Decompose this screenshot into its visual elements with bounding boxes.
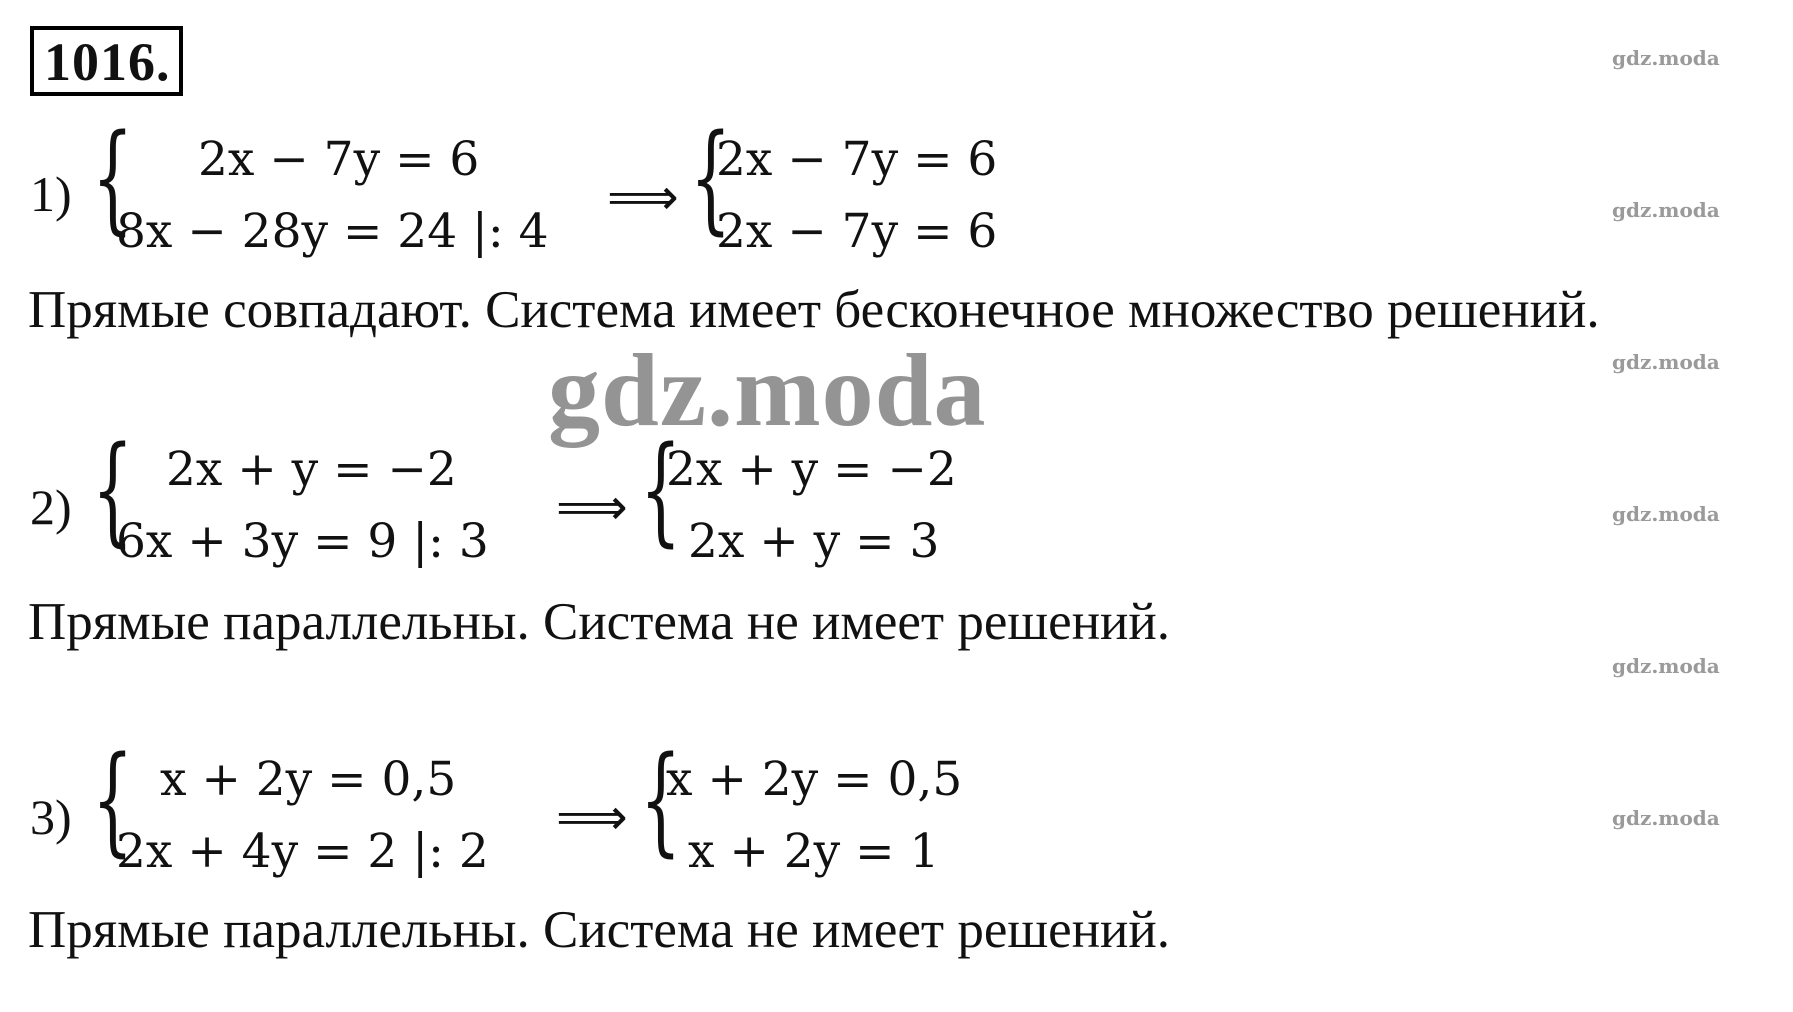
equation: 2x + y = 3	[688, 514, 940, 569]
system-brace: {	[690, 108, 732, 246]
system-brace: {	[92, 420, 134, 558]
equation: 2x + y = −2	[166, 442, 457, 497]
watermark-small: gdz.moda	[1612, 806, 1720, 830]
system-brace: {	[640, 420, 682, 558]
implies-arrow: ⟹	[556, 788, 628, 846]
watermark-small: gdz.moda	[1612, 46, 1720, 70]
conclusion-text: Прямые совпадают. Система имеет бесконечное множество решений.	[28, 281, 1600, 339]
implies-arrow: ⟹	[607, 168, 679, 226]
equation: x + 2y = 0,5	[160, 752, 457, 807]
system-brace: {	[92, 730, 134, 868]
watermark-small: gdz.moda	[1612, 198, 1720, 222]
system-brace: {	[640, 730, 682, 868]
equation: 6x + 3y = 9 |: 3	[116, 514, 489, 569]
watermark-small: gdz.moda	[1612, 654, 1720, 678]
item-label-3: 3)	[30, 789, 72, 845]
equation: x + 2y = 1	[688, 824, 940, 879]
equation: x + 2y = 0,5	[666, 752, 963, 807]
equation: 2x − 7y = 6	[716, 132, 998, 187]
equation: 2x − 7y = 6	[716, 204, 998, 259]
watermark-small: gdz.moda	[1612, 502, 1720, 526]
equation: 2x + 4y = 2 |: 2	[116, 824, 489, 879]
system-brace: {	[92, 108, 134, 246]
equation: 8x − 28y = 24 |: 4	[116, 204, 549, 259]
item-label-1: 1)	[30, 166, 72, 222]
implies-arrow: ⟹	[556, 478, 628, 536]
conclusion-text: Прямые параллельны. Система не имеет решений.	[28, 901, 1171, 959]
conclusion-text: Прямые параллельны. Система не имеет решений.	[28, 593, 1171, 651]
equation: 2x − 7y = 6	[198, 132, 480, 187]
watermark-small: gdz.moda	[1612, 350, 1720, 374]
watermark-large: gdz.moda	[548, 333, 987, 448]
problem-number: 1016.	[30, 26, 183, 96]
equation: 2x + y = −2	[666, 442, 957, 497]
item-label-2: 2)	[30, 479, 72, 535]
